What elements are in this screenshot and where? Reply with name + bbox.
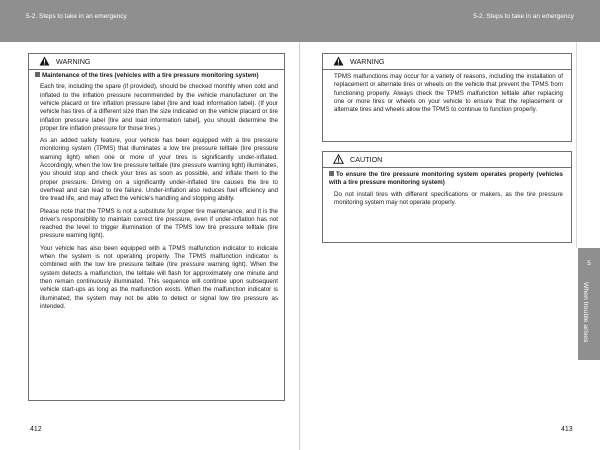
chapter-label: When trouble arises	[582, 282, 589, 343]
left-paragraph-1: Each tire, including the spare (if provided), should be checked monthly when cold and inflated to the inflation pressure recommended by the vehicle manufacturer on the vehicle placard or tire inflation pressure label (tire and load information label). (If your vehicle has tires of a different size than the size indicated on the vehicle placard or tire inflation pressure label [tire and load information label], you should determine the proper tire inflation pressure for those tires.)	[40, 83, 278, 132]
right-caution-section-heading	[329, 171, 563, 188]
left-section-title: 5-2. Steps to take in an emergency	[26, 13, 127, 20]
chapter-number: 5	[587, 260, 591, 267]
left-warning-box	[28, 53, 285, 401]
caution-triangle-icon	[333, 154, 344, 166]
left-warning-header	[29, 54, 284, 70]
page-spine	[299, 42, 300, 450]
side-divider	[576, 42, 577, 248]
right-warning-header	[323, 54, 571, 70]
left-section-heading	[35, 72, 278, 80]
chapter-side-tab	[578, 248, 600, 360]
right-warning-paragraph: TPMS malfunctions may occur for a variety of reasons, including the installation of replacement or alternate tires or wheels on the vehicle that prevent the TPMS from functioning properly. Always check the TPMS malfunction telltale after replacing one or more tires or wheels on your vehicle to ensure that the replacement or alternate tires and wheels allow the TPMS to continue to function properly.	[334, 73, 563, 114]
right-warning-heading: WARNING	[350, 57, 385, 66]
left-section-heading-text: Maintenance of the tires (vehicles with a tire pressure monitoring system)	[42, 72, 259, 79]
left-warning-heading: WARNING	[56, 57, 91, 66]
right-caution-heading: CAUTION	[350, 155, 383, 164]
left-paragraph-3: Please note that the TPMS is not a substitute for proper tire maintenance, and it is the driver's responsibility to maintain correct tire pressure, even if under-inflation has not reached the level to trigger illumination of the TPMS low tire pressure telltale (tire pressure warning light).	[40, 207, 278, 240]
right-page-number: 413	[561, 426, 573, 433]
right-caution-header	[323, 152, 571, 168]
warning-triangle-icon	[333, 56, 344, 68]
right-section-title: 5-2. Steps to take in an emergency	[473, 13, 574, 20]
left-paragraph-4: Your vehicle has also been equipped with a TPMS malfunction indicator to indicate when the system is not operating properly. The TPMS malfunction indicator is combined with the low tire pressure telltale (tire pressure warning light). When the system detects a malfunction, the telltale will flash for approximately one minute and then remain continuously illuminated. This sequence will continue upon subsequent vehicle start-ups as long as the malfunction exists. When the malfunction indicator is illuminated, the system may not be able to detect or signal low tire pressure as intended.	[40, 244, 278, 310]
left-paragraph-2: As an added safety feature, your vehicle has been equipped with a tire pressure monitoring system (TPMS) that illuminates a low tire pressure telltale (tire pressure warning light) when one or more of your tires is significantly under-inflated. Accordingly, when the low tire pressure telltale (tire pressure warning light) illuminates, you should stop and check your tires as soon as possible, and inflate them to the proper pressure. Driving on a significantly under-inflated tire causes the tire to overheat and can lead to tire failure. Under-inflation also reduces fuel efficiency and tire tread life, and may affect the vehicle's handling and stopping ability.	[40, 137, 278, 203]
right-caution-section-heading-text: To ensure the tire pressure monitoring system operates properly (vehicles with a tire pressure monitoring system)	[329, 171, 563, 187]
header-bar	[0, 0, 600, 42]
right-warning-box	[322, 53, 572, 142]
warning-triangle-icon	[39, 56, 50, 68]
bullet-square-icon	[35, 72, 40, 77]
right-caution-box	[322, 151, 572, 243]
left-page-number: 412	[30, 426, 42, 433]
right-caution-paragraph: Do not install tires with different specifications or makers, as the tire pressure monitoring system may not operate properly.	[334, 190, 563, 207]
bullet-square-icon	[329, 171, 334, 176]
